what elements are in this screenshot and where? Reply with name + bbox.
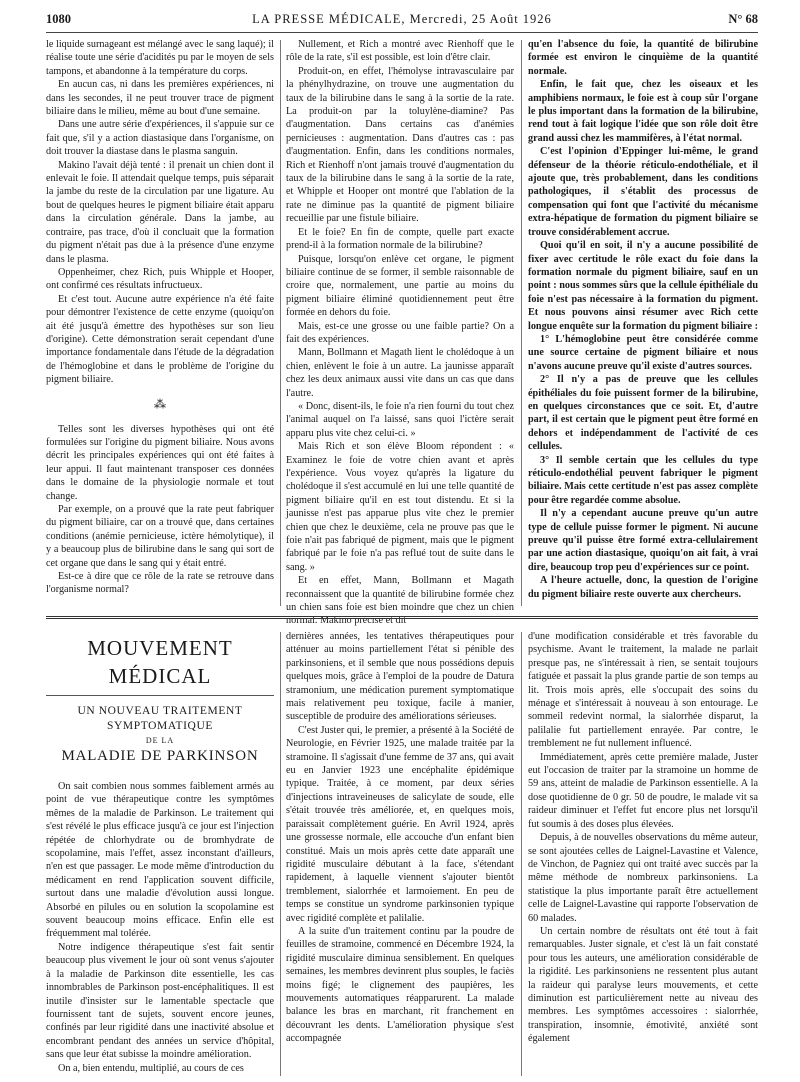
column-divider <box>280 632 281 1076</box>
bottom-column-3 <box>528 630 758 1078</box>
paragraph: Dans une autre série d'expériences, il s'appuie sur ce fait que, s'il y a action diastasique dans l'organisme, on doit trouver la diastase dans le plasma sanguin. <box>46 119 274 158</box>
paragraph: C'est l'opinion d'Eppinger lui-même, le grand défenseur de la théorie réticulo-endothéliale, et il ajoute que, très probablement, dans les conditions pathologiques, il s'établit des processus de compensation qui font que l'activité du mécanisme extra-hépatique de formation du pigment biliaire se trouve considérablement accrue. <box>528 146 758 238</box>
paragraph: Mais, est-ce une grosse ou une faible partie? On a fait des expériences. <box>286 320 514 345</box>
journal-title-date: LA PRESSE MÉDICALE, Mercredi, 25 Août 1926 <box>252 12 552 26</box>
paragraph: qu'en l'absence du foie, la quantité de bilirubine formée est environ le cinquième de la quantité normale. <box>528 39 758 77</box>
paragraph: C'est Juster qui, le premier, a présenté à la Société de Neurologie, en Février 1925, une malade traitée par la stramoine. Il s'agissait d'une femme de 37 ans, qui avait eu en Janvier 1923 une encéphalite épidémique typique. Traitée, à ce moment, par deux séries d'injections intraveineuses de salicylate de soude, elle s'était trouvée très améliorée, et, en quelques mois, paraissait complètement guérie. En Avril 1924, après une grossesse normale, elle accouche d'un enfant bien constitué. Mais un mois après cette date apparaît une rigidité musculaire débutant à la face, s'étendant rapidement, à laquelle viennent s'ajouter bientôt tremblement, sialorrhée et larmoiement. En peu de temps se constitue un syndrome parkinsonien typique avec rigidité complète et palilalie. <box>286 724 514 924</box>
top-column-1 <box>46 38 274 608</box>
top-column-2 <box>286 38 514 627</box>
section-divider <box>46 616 758 619</box>
paragraph: « Donc, disent-ils, le foie n'a rien fourni du tout chez l'animal auquel on l'a laissé, sans quoi l'ictère serait apparu plus vite chez celui-ci. » <box>286 400 514 439</box>
column-divider <box>521 632 522 1076</box>
section-title: MOUVEMENT MÉDICAL <box>46 634 274 696</box>
paragraph: Est-ce à dire que ce rôle de la rate se retrouve dans l'organisme normal? <box>46 571 274 596</box>
paragraph: Et c'est tout. Aucune autre expérience n'a été faite pour démontrer l'existence de cette enzyme (quoiqu'on ait été jusqu'à émettre des hypothèses sur son lieu d'origine). Cette démonstration serait cependant d'une importance fondamentale dans l'étude de la dégradation de l'hémoglobine et dans le problème de l'origine du pigment biliaire. <box>46 293 274 386</box>
paragraph: 3° Il semble certain que les cellules du type réticulo-endothélial peuvent fabriquer le pigment biliaire. Mais cette certitude n'est pas assez complète pour être regardée comme absolue. <box>528 454 758 506</box>
article-title-line-3: MALADIE DE PARKINSON <box>61 748 259 764</box>
paragraph: Puisque, lorsqu'on enlève cet organe, le pigment biliaire continue de se former, il semble raisonnable de croire que, normalement, une partie au moins du pigment biliaire éliminé quotidiennement peut être formée en dehors du foie. <box>286 253 514 319</box>
paragraph: Oppenheimer, chez Rich, puis Whipple et Hooper, ont confirmé ces résultats infructueux. <box>46 266 274 292</box>
paragraph: Telles sont les diverses hypothèses qui ont été formulées sur l'origine du pigment biliaire. Nous avons décrit les principales expériences qui ont été faites à leur appui. Il faut maintenant transposer ces données dans le domaine de la physiologie normale et tout change. <box>46 423 274 502</box>
paragraph: En aucun cas, ni dans les premières expériences, ni dans les secondes, il ne peut trouver trace de pigment biliaire dans le milieu, même au bout d'une semaine. <box>46 79 274 118</box>
paragraph: dernières années, les tentatives thérapeutiques pour atténuer au moins partiellement l'état si pénible des parkinsoniens, et il semble que nous possédions depuis quelques mois, grâce à l'emploi de la poudre de Datura stramonium, une médication purement symptomatique mais relativement peu toxique, facile à manier, susceptible de produire des améliorations sérieuses. <box>286 631 514 723</box>
paragraph: A l'heure actuelle, donc, la question de l'origine du pigment biliaire reste ouverte aux chercheurs. <box>528 575 758 600</box>
column-divider <box>280 40 281 606</box>
paragraph: Mann, Bollmann et Magath lient le cholédoque à un chien, enlèvent le foie à un autre. La jaunisse apparaît chez les deux animaux aussi vite dans un cas que dans l'autre. <box>286 347 514 399</box>
paragraph: Quoi qu'il en soit, il n'y a aucune possibilité de fixer avec certitude le rôle exact du foie dans la formation normale du pigment biliaire, sauf en un point : nous sommes sûrs que la cellule épithéliale du foie n'est pas nécessaire à la formation du pigment. Et nous pouvons ainsi résumer avec Rich cette longue enquête sur la formation du pigment biliaire : <box>528 240 758 332</box>
paragraph: On a, bien entendu, multiplié, au cours de ces <box>58 1062 244 1074</box>
paragraph: Et en effet, Mann, Bollmann et Magath reconnaissent que la quantité de bilirubine formée chez un chien sans foie est bien moindre que chez un chien normal. Makino précise et dit <box>286 575 514 627</box>
paragraph: Mais Rich et son élève Bloom répondent : « Examinez le foie de votre chien avant et après l'expérience. Vous voyez qu'après la ligature du cholédoque il s'est accumulé en lui une telle quantité de pigment biliaire qu'il en est tout distendu. Et si la jaunisse n'est pas apparue plus vite chez le premier chien que chez le deuxième, cela ne prouve pas que le foie n'ait pas fabriqué de pigment, mais que le pigment fabriqué par le foie n'a pas reflué tout de suite dans le sang. » <box>286 441 514 573</box>
column-divider <box>521 40 522 606</box>
page-number: 1080 <box>46 12 71 26</box>
paragraph: 2° Il n'y a pas de preuve que les cellules épithéliales du foie puissent former de la bilirubine, en quelques circonstances que ce soit. Et, d'autre part, il est certain que le pigment peut être formé en dehors et indépendamment de l'activité de ces cellules. <box>528 374 758 453</box>
paragraph: On sait combien nous sommes faiblement armés au point de vue thérapeutique contre les symptômes mêmes de la maladie de Parkinson. Le traitement qui s'est révélé le plus efficace jusqu'à ce jour est l'injection répétée de chlorhydrate ou de bromhydrate de scopolamine, mais l'effet, assez inconstant d'ailleurs, n'en est que passager. Le mode même d'introduction du médicament en rend l'application souvent difficile, surtout dans une maladie d'évolution aussi longue. Absorbé en pilules ou en solution la scopolamine est souvent beaucoup moins efficace. Enfin elle est fréquemment mal tolérée. <box>46 781 274 940</box>
paragraph: le liquide surnageant est mélangé avec le sang laqué); il réalise toute une série d'acidités pu par le moyen de sels tampons, et abandonne à la température du corps. <box>46 39 274 77</box>
paragraph: A la suite d'un traitement continu par la poudre de feuilles de stramoine, commencé en Décembre 1924, la rigidité musculaire diminua sensiblement. En quelques semaines, les membres devinrent plus souples, le faciès moins figé; le clignement des paupières, les mouvements automatiques réapparurent. La malade balance les bras en marchant, rit franchement en découvrant les dents. L'amélioration physique s'est accompagnée <box>286 925 514 1045</box>
paragraph: Nullement, et Rich a montré avec Rienhoff que le rôle de la rate, s'il est possible, est loin d'être clair. <box>286 39 514 64</box>
paragraph: Un certain nombre de résultats ont été tout à fait remarquables. Juster signale, et c'est là un fait constaté pour tous les auteurs, une amélioration considérable de la rigidité. Les parkinsoniens ne ressentent plus autant la raideur qui paralyse leurs mouvements, et cette diminution est particulièrement nette au niveau des membres. Les symptômes accessoires : sialorrhée, transpiration, insomnie, émotivité, anxiété sont également <box>528 925 758 1045</box>
paragraph: Immédiatement, après cette première malade, Juster eut l'occasion de traiter par la stramoine un homme de 59 ans, atteint de maladie de Parkinson essentielle. A la dose quotidienne de 0 gr. 50 de poudre, le malade vit sa raideur diminuer et l'effet fut encore plus net lorsqu'il fut soumis à des doses plus élevées. <box>528 751 758 830</box>
top-column-3 <box>528 38 758 608</box>
paragraph: 1° L'hémoglobine peut être considérée comme une source certaine de pigment biliaire et nous n'avons aucune preuve qu'il existe d'autres sources. <box>528 333 758 372</box>
article-title-line-1: UN NOUVEAU TRAITEMENT SYMPTOMATIQUE <box>77 705 243 732</box>
bottom-column-2 <box>286 630 514 1078</box>
paragraph: d'une modification considérable et très favorable du psychisme. Avant le traitement, la malade ne parlait presque pas, ne s'intéressait à rien, se sentait toujours fatiguée et passait la plus grande partie de son temps au lit. Trois mois après, elle s'occupait des soins du ménage et s'intéressait à nouveau à son entourage. Le sommeil redevint normal, la sialorrhée disparut, la palilalie fut partiellement enrayée. Par contre, le tremblement ne fut nullement influencé. <box>528 631 758 750</box>
paragraph: Il n'y a cependant aucune preuve qu'un autre type de cellule puisse former le pigment. Ni aucune preuve qu'il puisse être formé extra-cellulairement par une action diastasique, quoiqu'on ait fait, à vrai dire, beaucoup trop peu d'expériences sur ce point. <box>528 508 758 573</box>
paragraph: Enfin, le fait que, chez les oiseaux et les amphibiens normaux, le foie est à coup sûr l'organe le plus important dans la formation de la bilirubine, rend tout à fait logique l'idée que son rôle doit être grand aussi chez les mammifères, à l'état normal. <box>528 79 758 144</box>
issue-number: N° 68 <box>728 12 758 26</box>
paragraph: Depuis, à de nouvelles observations du même auteur, se sont ajoutées celles de Laignel-Lavastine et Valence, de Vinchon, de Pagniez qui ont traité avec succès par la même méthode de nombreux parkinsoniens. La statistique la plus importante paraît être actuellement celle de Laignel-Lavastine qui rapporte l'observation de 60 malades. <box>528 832 758 924</box>
bottom-column-1 <box>46 630 274 1078</box>
paragraph: Et le foie? En fin de compte, quelle part exacte prend-il à la formation normale de la bilirubine? <box>286 226 514 252</box>
paragraph: Makino l'avait déjà tenté : il prenait un chien dont il enlevait le foie. Il attendait quelque temps, puis séparait la jambe du reste de la circulation par une ligature. Au bout de quelques heures le pigment biliaire était apparu dans la circulation générale. Dans la jambe, au contraire, pas trace, d'où il concluait que la formation du pigment n'était pas due à la présence d'une enzyme dans le plasma. <box>46 159 274 265</box>
paragraph: Notre indigence thérapeutique s'est fait sentir beaucoup plus vivement le jour où sont venus s'ajouter à la maladie de Parkinson dite essentielle, les cas innombrables de Parkinson post-encéphalitiques. Il est inutile d'insister sur le lamentable spectacle que fournissent tant de sujets, souvent encore jeunes, confinés par leur rigidité dans une inactivité absolue et encombrant pendant des années un service d'hôpital, sans que leur état subisse la moindre amélioration. <box>46 941 274 1061</box>
paragraph: Produit-on, en effet, l'hémolyse intravasculaire par la phénylhydrazine, on trouve une augmentation du taux de la bilirubine dans le sang à la sortie de la rate. La produit-on par la toluylène-diamine? Pas d'augmentation. Dans certains cas d'anémies pernicieuses : augmentation. Dans d'autres cas : pas d'augmentation. Enfin, dans les conditions normales, Rich et Rienhoff n'ont jamais trouvé d'augmentation du taux de la bilirubine dans le sang à la sortie de la rate, et Whipple et Hooper ont montré que l'ablation de la rate ne diminue pas la quantité de pigment biliaire recueillie par une fistule biliaire. <box>286 65 514 225</box>
article-title-line-2: DE LA <box>145 736 175 745</box>
asterism-separator: ⁂ <box>154 396 166 411</box>
paragraph: Par exemple, on a prouvé que la rate peut fabriquer du pigment biliaire, car on a trouvé que, dans certaines conditions (anémie pernicieuse, ictère hémolytique), il y a beaucoup plus de bilirubine dans le sang qui sort de cet organe que dans le sang qui y était entré. <box>46 504 274 569</box>
page-header <box>46 6 758 33</box>
